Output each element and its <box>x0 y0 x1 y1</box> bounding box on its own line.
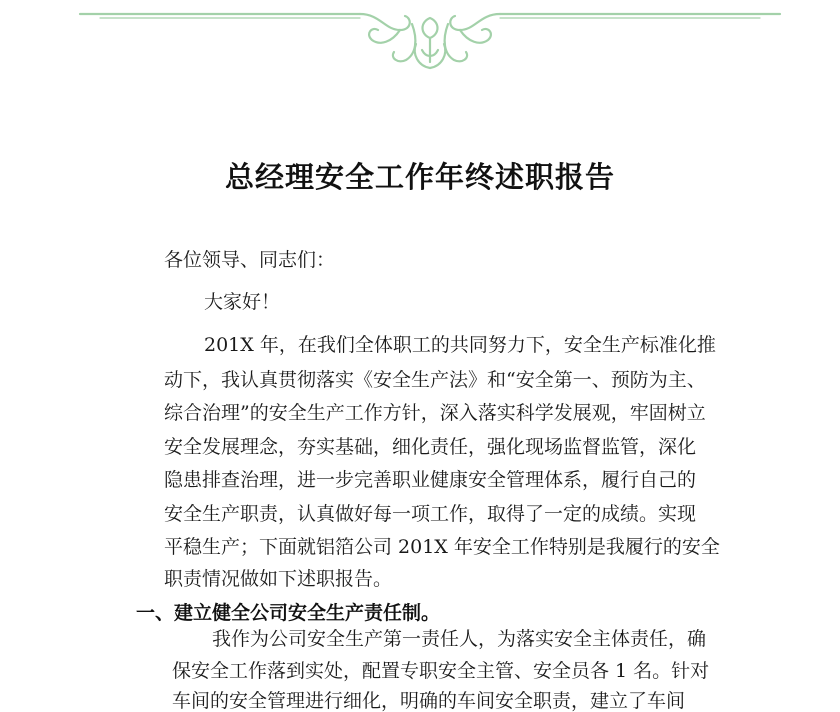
paragraph-line: 职责情况做如下述职报告。 <box>164 568 393 590</box>
paragraph-line: 安全生产职责，认真做好每一项工作，取得了一定的成绩。实现 <box>164 503 697 525</box>
greeting: 大家好！ <box>204 291 281 313</box>
decorative-ornament <box>60 0 800 80</box>
paragraph-line: 保安全工作落到实处，配置专职安全主管、安全员各 1 名。针对 <box>172 660 710 682</box>
section-heading: 一、建立健全公司安全生产责任制。 <box>136 602 441 624</box>
document-title: 总经理安全工作年终述职报告 <box>224 160 615 194</box>
paragraph-line: 隐患排查治理，进一步完善职业健康安全管理体系，履行自己的 <box>164 469 697 491</box>
paragraph-line: 动下，我认真贯彻落实《安全生产法》和“安全第一、预防为主、 <box>164 369 706 391</box>
paragraph-line: 车间的安全管理进行细化，明确的车间安全职责，建立了车间 <box>172 690 686 712</box>
paragraph-line: 我作为公司安全生产第一责任人，为落实安全主体责任，确 <box>212 628 707 650</box>
paragraph-line: 201X 年，在我们全体职工的共同努力下，安全生产标准化推 <box>204 334 716 356</box>
paragraph-line: 安全发展理念，夯实基础，细化责任，强化现场监督监管，深化 <box>164 436 697 458</box>
paragraph-line: 综合治理”的安全生产工作方针，深入落实科学发展观，牢固树立 <box>164 402 706 424</box>
paragraph-line: 平稳生产；下面就铝箔公司 201X 年安全工作特别是我履行的安全 <box>164 536 720 558</box>
salutation: 各位领导、同志们： <box>164 249 336 271</box>
